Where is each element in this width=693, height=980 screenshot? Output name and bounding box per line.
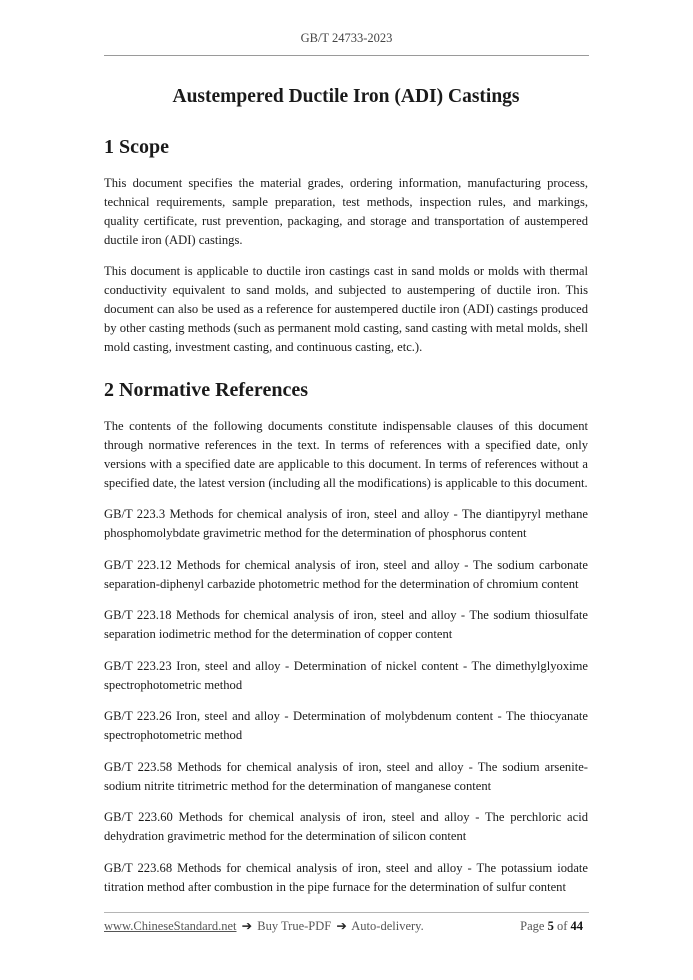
- document-title: Austempered Ductile Iron (ADI) Castings: [172, 86, 520, 107]
- scope-paragraph-2: This document is applicable to ductile iron castings cast in sand molds or molds with thermal conductivity equivalent to sand molds, and subjected to austempering of ductile iron. This document can also be used as a reference for austempered ductile iron (ADI) castings produced by other casting methods (such as permanent mold casting, sand casting with metal molds, shell mold casting, investment casting, and continuous casting, etc.).: [104, 264, 588, 354]
- reference-item: GB/T 223.58 Methods for chemical analysis of iron, steel and alloy - The sodium arsenite-sodium nitrite titrimetric method for the determination of manganese content: [104, 759, 588, 793]
- header-divider: [104, 55, 589, 56]
- reference-item: GB/T 223.12 Methods for chemical analysis of iron, steel and alloy - The sodium carbonate separation-diphenyl carbazide photometric method for the determination of chromium content: [104, 557, 588, 591]
- page-current-number: 5: [547, 919, 554, 933]
- page-content: [104, 84, 588, 909]
- footer-divider: [104, 912, 589, 913]
- section-heading-normative-references: 2 Normative References: [104, 379, 308, 401]
- site-link[interactable]: www.ChineseStandard.net: [104, 919, 237, 933]
- reference-item: GB/T 223.23 Iron, steel and alloy - Determination of nickel content - The dimethylglyoxime spectrophotometric method: [104, 658, 588, 692]
- reference-item: GB/T 223.26 Iron, steel and alloy - Determination of molybdenum content - The thiocyanate spectrophotometric method: [104, 709, 588, 742]
- scope-paragraph-1: This document specifies the material grades, ordering information, manufacturing process, technical requirements, sample preparation, test methods, inspection rules, and markings, quality certificate, rust prevention, packaging, and storage and transportation of austempered ductile iron (ADI) castings.: [104, 176, 588, 247]
- page-footer: [104, 918, 589, 934]
- running-header-standard-number: GB/T 24733-2023: [300, 31, 393, 45]
- reference-item: GB/T 223.60 Methods for chemical analysis of iron, steel and alloy - The perchloric acid dehydration gravimetric method for the determination of silicon content: [104, 810, 588, 843]
- reference-item: GB/T 223.68 Methods for chemical analysis of iron, steel and alloy - The potassium iodate titration method after combustion in the pipe furnace for the determination of sulfur content: [104, 860, 588, 894]
- arrow-right-icon: ➔: [336, 919, 347, 933]
- reference-list: [104, 505, 588, 897]
- page-indicator: [520, 918, 583, 934]
- page-label: Page: [520, 919, 545, 933]
- section-heading-scope: 1 Scope: [104, 136, 169, 158]
- arrow-right-icon: ➔: [241, 919, 253, 933]
- page-total-number: 44: [570, 919, 583, 933]
- normative-references-intro: The contents of the following documents constitute indispensable clauses of this document through normative references in the text. In terms of references with a specified date, only versions with a specified date are applicable to this document. In terms of references without a specified date, the latest version (including all the modifications) is applicable to this document.: [104, 419, 588, 490]
- buy-true-pdf-link[interactable]: Buy True-PDF: [257, 919, 332, 933]
- reference-item: GB/T 223.18 Methods for chemical analysis of iron, steel and alloy - The sodium thiosulfate separation iodimetric method for the determination of copper content: [104, 608, 588, 641]
- reference-item: GB/T 223.3 Methods for chemical analysis of iron, steel and alloy - The diantipyryl methane phosphomolybdate gravimetric method for the determination of phosphorus content: [104, 507, 588, 540]
- auto-delivery-text: Auto-delivery.: [351, 919, 424, 933]
- page-of-label: of: [556, 919, 568, 933]
